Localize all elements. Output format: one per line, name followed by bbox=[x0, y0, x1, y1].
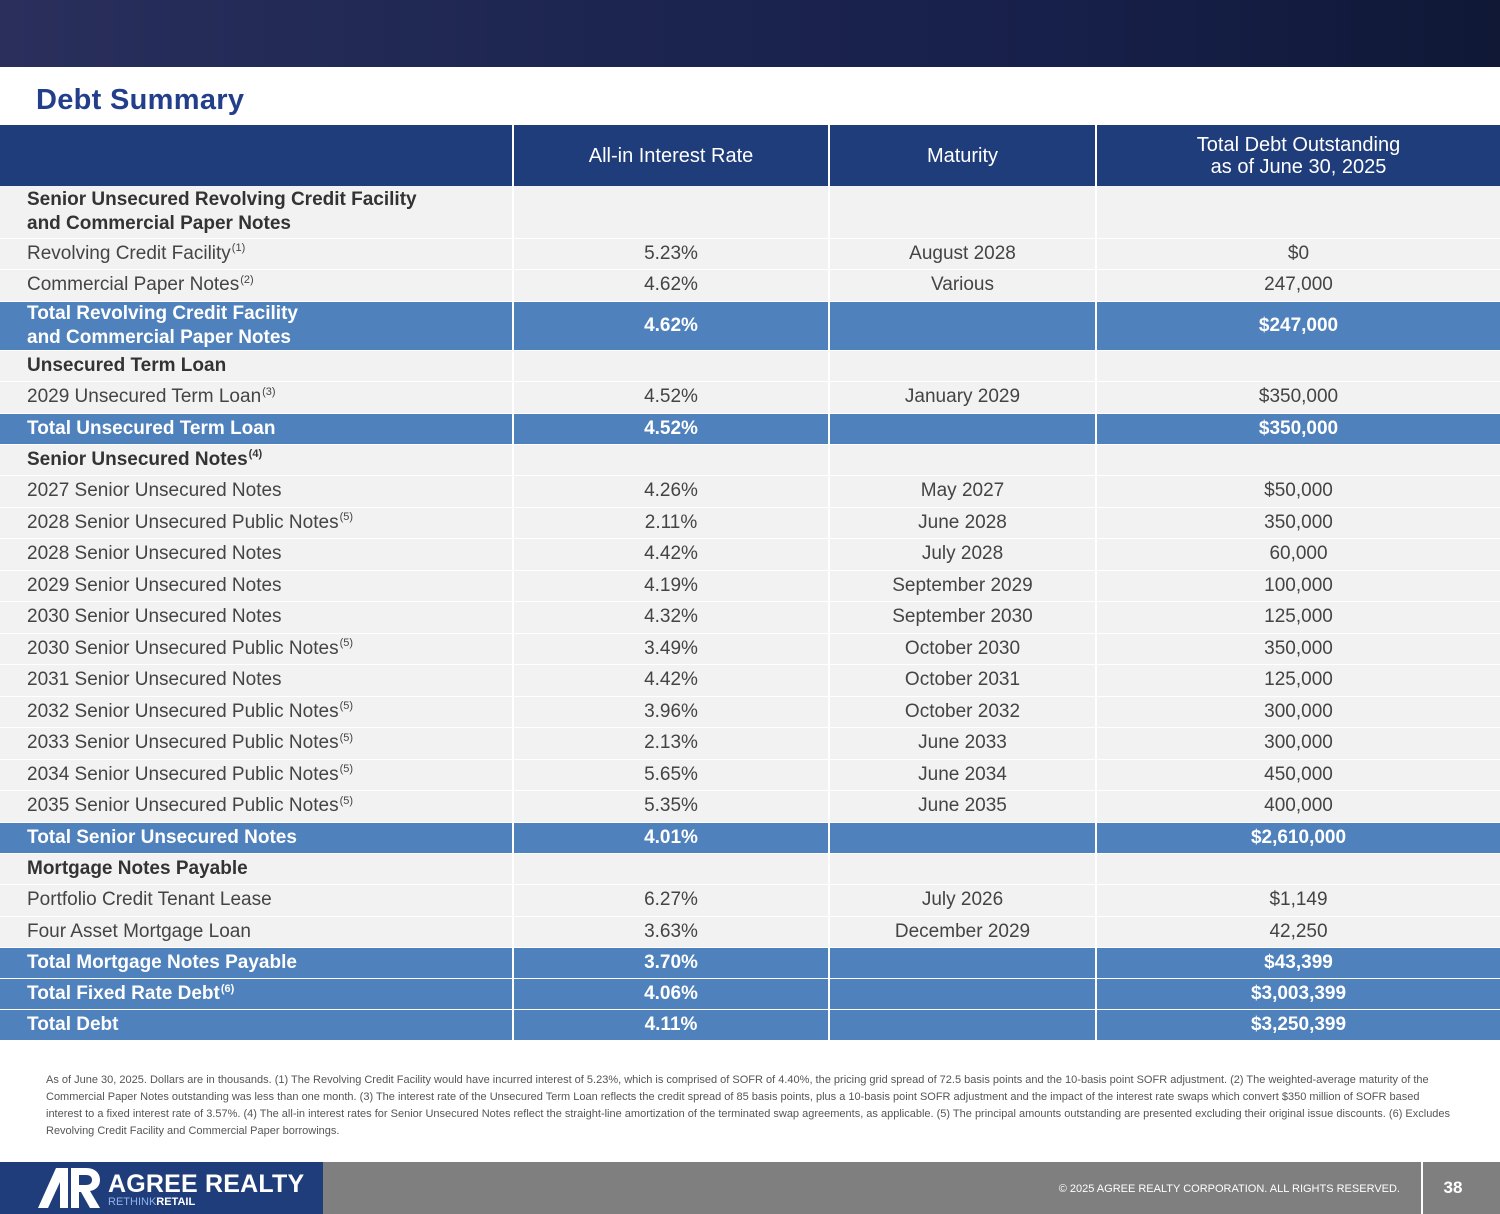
table-row bbox=[0, 382, 1500, 414]
row-rate: 5.23% bbox=[513, 238, 829, 270]
row-rate: 3.96% bbox=[513, 696, 829, 728]
header-maturity: Maturity bbox=[829, 125, 1096, 186]
total-amount: $43,399 bbox=[1096, 948, 1500, 979]
row-amount: $0 bbox=[1096, 238, 1500, 270]
row-label: 2029 Senior Unsecured Notes bbox=[0, 570, 513, 602]
section-label bbox=[0, 186, 513, 238]
row-amount: 350,000 bbox=[1096, 633, 1500, 665]
row-label: 2027 Senior Unsecured Notes bbox=[0, 476, 513, 508]
total-label: Total Debt bbox=[0, 1010, 513, 1041]
row-rate: 4.19% bbox=[513, 570, 829, 602]
row-maturity: October 2032 bbox=[829, 696, 1096, 728]
section-label-line2: and Commercial Paper Notes bbox=[27, 212, 291, 234]
row-label: 2029 Unsecured Term Loan$^{(3)}$ bbox=[0, 382, 513, 414]
row-label: 2031 Senior Unsecured Notes bbox=[0, 665, 513, 697]
table-row bbox=[0, 665, 1500, 697]
row-rate: 5.35% bbox=[513, 791, 829, 823]
row-label: 2032 Senior Unsecured Public Notes$^{(5)}$ bbox=[0, 696, 513, 728]
row-rate: 4.42% bbox=[513, 539, 829, 571]
total-label: Total Fixed Rate Debt$^{(6)}$ bbox=[0, 979, 513, 1010]
total-rate: 4.06% bbox=[513, 979, 829, 1010]
row-rate: 6.27% bbox=[513, 885, 829, 917]
row-maturity: December 2029 bbox=[829, 916, 1096, 948]
page-number: 38 bbox=[1443, 1178, 1463, 1197]
total-label: Total Mortgage Notes Payable bbox=[0, 948, 513, 979]
total-amount: $3,003,399 bbox=[1096, 979, 1500, 1010]
debt-summary-table bbox=[0, 125, 1500, 1041]
row-label: Commercial Paper Notes$^{(2)}$ bbox=[0, 270, 513, 302]
table-row bbox=[0, 507, 1500, 539]
row-amount: 247,000 bbox=[1096, 270, 1500, 302]
total-label: Total Unsecured Term Loan bbox=[0, 413, 513, 444]
header-rate: All-in Interest Rate bbox=[513, 125, 829, 186]
row-maturity: June 2028 bbox=[829, 507, 1096, 539]
row-label: Four Asset Mortgage Loan bbox=[0, 916, 513, 948]
row-amount: 125,000 bbox=[1096, 602, 1500, 634]
table-row bbox=[0, 728, 1500, 760]
table-row bbox=[0, 476, 1500, 508]
row-rate: 4.26% bbox=[513, 476, 829, 508]
table-row bbox=[0, 696, 1500, 728]
row-rate: 2.11% bbox=[513, 507, 829, 539]
row-maturity: August 2028 bbox=[829, 238, 1096, 270]
row-label: 2034 Senior Unsecured Public Notes$^{(5)}$ bbox=[0, 759, 513, 791]
row-rate: 4.62% bbox=[513, 270, 829, 302]
row-maturity: September 2030 bbox=[829, 602, 1096, 634]
header-total-line1: Total Debt Outstanding bbox=[1196, 133, 1401, 156]
header-total-line2: as of June 30, 2025 bbox=[1210, 155, 1387, 178]
total-row-senior-notes bbox=[0, 822, 1500, 853]
row-maturity: September 2029 bbox=[829, 570, 1096, 602]
table-header-row bbox=[0, 125, 1500, 186]
section-label: Unsecured Term Loan bbox=[0, 350, 513, 382]
table-row bbox=[0, 791, 1500, 823]
table-row bbox=[0, 916, 1500, 948]
total-row-credit-facility bbox=[0, 301, 1500, 350]
header-label-column bbox=[0, 125, 513, 186]
logo-tagline: RETHINKRETAIL bbox=[108, 1196, 196, 1208]
table-row bbox=[0, 633, 1500, 665]
copyright-text: © 2025 AGREE REALTY CORPORATION. ALL RIGHTS RESERVED. bbox=[1058, 1183, 1400, 1195]
row-maturity: July 2026 bbox=[829, 885, 1096, 917]
section-row-term-loan bbox=[0, 350, 1500, 382]
total-rate: 4.52% bbox=[513, 413, 829, 444]
total-row-mortgage bbox=[0, 948, 1500, 979]
total-rate: 3.70% bbox=[513, 948, 829, 979]
table-row bbox=[0, 238, 1500, 270]
page-title: Debt Summary bbox=[36, 84, 245, 116]
table-row bbox=[0, 570, 1500, 602]
row-rate: 5.65% bbox=[513, 759, 829, 791]
total-row-total-debt bbox=[0, 1010, 1500, 1041]
total-label: Total Revolving Credit Facility and Commercial Paper Notes bbox=[0, 301, 513, 350]
row-amount: 450,000 bbox=[1096, 759, 1500, 791]
total-amount: $2,610,000 bbox=[1096, 822, 1500, 853]
table-row bbox=[0, 602, 1500, 634]
total-label: Total Senior Unsecured Notes bbox=[0, 822, 513, 853]
row-amount: $350,000 bbox=[1096, 382, 1500, 414]
row-maturity: January 2029 bbox=[829, 382, 1096, 414]
top-banner bbox=[0, 0, 1500, 67]
row-label: 2033 Senior Unsecured Public Notes$^{(5)}$ bbox=[0, 728, 513, 760]
logo-wordmark: AGREE REALTY bbox=[108, 1170, 305, 1198]
row-maturity: June 2034 bbox=[829, 759, 1096, 791]
section-label-line1: Senior Unsecured Revolving Credit Facility bbox=[27, 188, 417, 210]
row-amount: 350,000 bbox=[1096, 507, 1500, 539]
row-amount: 125,000 bbox=[1096, 665, 1500, 697]
row-maturity: Various bbox=[829, 270, 1096, 302]
total-amount: $350,000 bbox=[1096, 413, 1500, 444]
section-label: Senior Unsecured Notes$^{(4)}$ bbox=[0, 444, 513, 476]
row-label: 2035 Senior Unsecured Public Notes$^{(5)}$ bbox=[0, 791, 513, 823]
agree-realty-logo-icon bbox=[38, 1168, 102, 1208]
row-rate: 3.49% bbox=[513, 633, 829, 665]
total-rate: 4.11% bbox=[513, 1010, 829, 1041]
row-label: 2030 Senior Unsecured Notes bbox=[0, 602, 513, 634]
row-rate: 3.63% bbox=[513, 916, 829, 948]
row-maturity: May 2027 bbox=[829, 476, 1096, 508]
row-rate: 2.13% bbox=[513, 728, 829, 760]
row-maturity: June 2035 bbox=[829, 791, 1096, 823]
row-maturity: July 2028 bbox=[829, 539, 1096, 571]
row-amount: $1,149 bbox=[1096, 885, 1500, 917]
footnote-text: As of June 30, 2025. Dollars are in thousands. (1) The Revolving Credit Facility would have incurred interest of 5.23%, which is comprised of SOFR of 4.40%, the pricing grid spread of 72.5 basis points and the 10-basis point SOFR adjustment. (2) The weighted-average maturity of the Commercial Paper Notes outstanding was less than one month. (3) The interest rate of the Unsecured Term Loan reflects the credit spread of 85 basis points, plus a 10-basis point SOFR adjustment and the impact of the interest rate swaps which convert $350 million of SOFR based interest to a fixed interest rate of 3.57%. (4) The all-in interest rates for Senior Unsecured Notes reflect the straight-line amortization of the terminated swap agreements, as applicable. (5) The principal amounts outstanding are presented excluding their original issue discounts. (6) Excludes Revolving Credit Facility and Commercial Paper borrowings. bbox=[46, 1074, 1451, 1137]
table-row bbox=[0, 539, 1500, 571]
row-maturity: October 2031 bbox=[829, 665, 1096, 697]
row-label: Revolving Credit Facility$^{(1)}$ bbox=[0, 238, 513, 270]
table-row bbox=[0, 270, 1500, 302]
row-maturity: June 2033 bbox=[829, 728, 1096, 760]
row-amount: $50,000 bbox=[1096, 476, 1500, 508]
section-row-mortgage bbox=[0, 853, 1500, 885]
row-label: 2028 Senior Unsecured Notes bbox=[0, 539, 513, 571]
section-label: Mortgage Notes Payable bbox=[0, 853, 513, 885]
row-rate: 4.52% bbox=[513, 382, 829, 414]
row-label: Portfolio Credit Tenant Lease bbox=[0, 885, 513, 917]
row-amount: 400,000 bbox=[1096, 791, 1500, 823]
total-row-term-loan bbox=[0, 413, 1500, 444]
total-amount: $247,000 bbox=[1096, 301, 1500, 350]
row-amount: 100,000 bbox=[1096, 570, 1500, 602]
row-rate: 4.42% bbox=[513, 665, 829, 697]
table-row bbox=[0, 885, 1500, 917]
section-row-credit-facility bbox=[0, 186, 1500, 238]
row-amount: 300,000 bbox=[1096, 728, 1500, 760]
total-rate: 4.62% bbox=[513, 301, 829, 350]
header-total-outstanding bbox=[1096, 125, 1500, 186]
section-row-senior-notes bbox=[0, 444, 1500, 476]
row-label: 2030 Senior Unsecured Public Notes$^{(5)}$ bbox=[0, 633, 513, 665]
row-label: 2028 Senior Unsecured Public Notes$^{(5)}$ bbox=[0, 507, 513, 539]
table-row bbox=[0, 759, 1500, 791]
row-amount: 300,000 bbox=[1096, 696, 1500, 728]
total-rate: 4.01% bbox=[513, 822, 829, 853]
row-amount: 60,000 bbox=[1096, 539, 1500, 571]
total-row-fixed-rate-debt bbox=[0, 979, 1500, 1010]
row-amount: 42,250 bbox=[1096, 916, 1500, 948]
total-amount: $3,250,399 bbox=[1096, 1010, 1500, 1041]
row-rate: 4.32% bbox=[513, 602, 829, 634]
row-maturity: October 2030 bbox=[829, 633, 1096, 665]
